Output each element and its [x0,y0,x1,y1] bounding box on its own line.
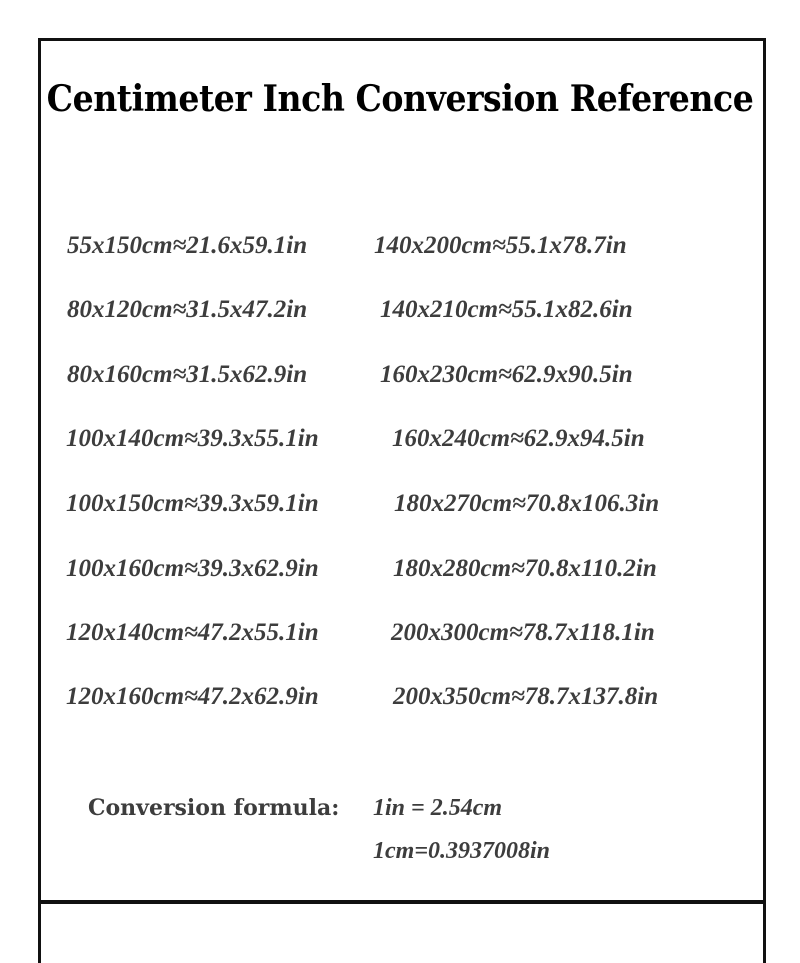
conversion-right-7: 200x300cm≈78.7x118.1in [391,619,655,646]
conversion-left-1: 55x150cm≈21.6x59.1in [67,232,308,259]
conversion-left-3: 80x160cm≈31.5x62.9in [67,361,308,388]
conversion-right-1: 140x200cm≈55.1x78.7in [374,232,627,259]
conversion-right-6: 180x280cm≈70.8x110.2in [393,555,657,582]
conversion-left-5: 100x150cm≈39.3x59.1in [66,490,319,517]
lower-frame [38,900,766,963]
conversion-left-8: 120x160cm≈47.2x62.9in [66,683,319,710]
formula-cm-to-inch: 1cm=0.3937008in [373,838,551,864]
formula-inch-to-cm: 1in = 2.54cm [373,795,503,821]
conversion-left-6: 100x160cm≈39.3x62.9in [66,555,319,582]
conversion-left-4: 100x140cm≈39.3x55.1in [66,425,319,452]
conversion-right-4: 160x240cm≈62.9x94.5in [392,425,645,452]
document-frame [38,38,766,904]
conversion-left-2: 80x120cm≈31.5x47.2in [67,296,308,323]
conversion-right-5: 180x270cm≈70.8x106.3in [394,490,660,517]
conversion-right-3: 160x230cm≈62.9x90.5in [380,361,633,388]
page-title: Centimeter Inch Conversion Reference [46,78,754,120]
conversion-left-7: 120x140cm≈47.2x55.1in [66,619,319,646]
conversion-right-8: 200x350cm≈78.7x137.8in [393,683,659,710]
conversion-right-2: 140x210cm≈55.1x82.6in [380,296,633,323]
formula-label: Conversion formula: [88,795,340,821]
